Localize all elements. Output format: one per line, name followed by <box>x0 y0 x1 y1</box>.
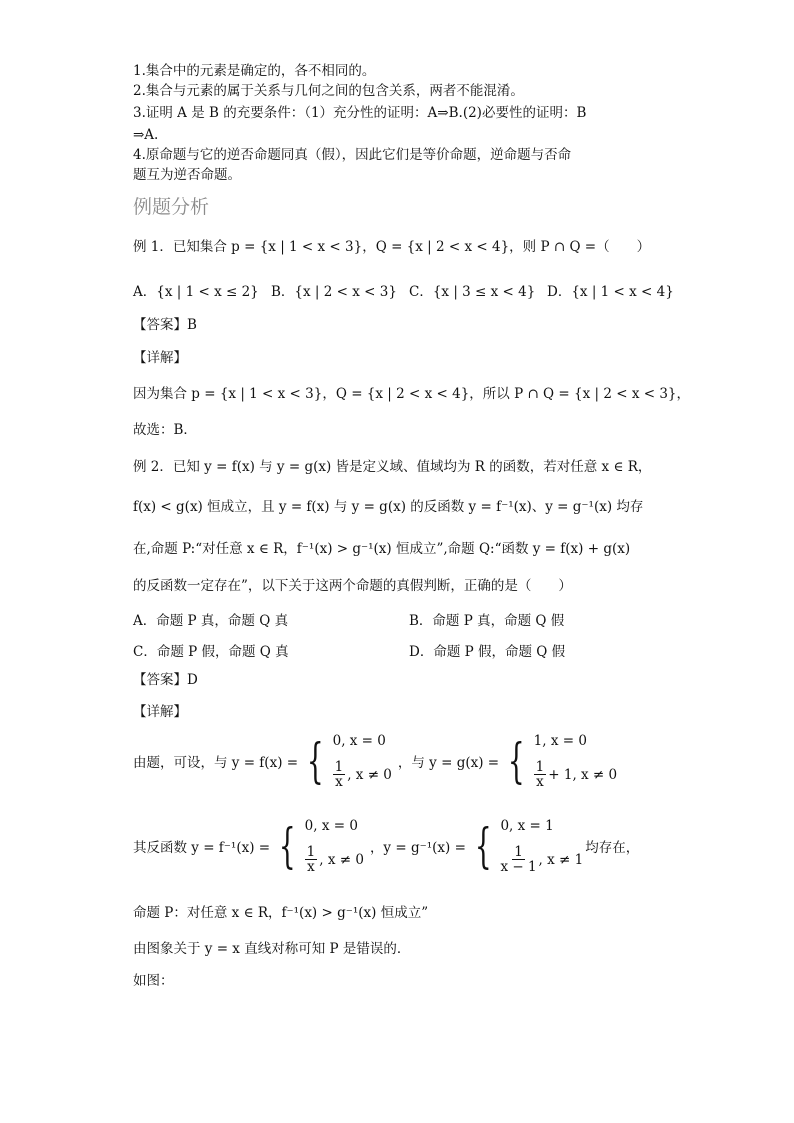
f-case-2: , x ≠ 0 <box>347 766 392 783</box>
section-heading: 例题分析 <box>133 196 210 218</box>
g-cases <box>534 733 617 789</box>
left-brace: { <box>278 818 296 874</box>
ex2-stem-2: f(x) < g(x) 恒成立，且 y = f(x) 与 y = g(x) 的反函数 y = f⁻¹(x)、y = g⁻¹(x) 均存 <box>133 499 644 515</box>
ex1-option-d: D．{x | 1 < x < 4} <box>547 284 674 300</box>
note-3a: 3.证明 A 是 B 的充要条件：（1）充分性的证明：A⇒B.(2)必要性的证明：B <box>133 105 587 121</box>
ex2-option-c: C．命题 P 假，命题 Q 真 <box>133 644 289 660</box>
ex2-stem-3: 在,命题 P:“对任意 x ∈ R，f⁻¹(x) > g⁻¹(x) 恒成立”,命题 Q:“函数 y = f(x) + g(x) <box>133 541 631 557</box>
ex2-line-5: 如图： <box>133 973 174 989</box>
ex1-detail-label: 【详解】 <box>133 350 187 366</box>
f-fraction: $\frac{1}{x}$ <box>334 759 344 790</box>
pw1-mid: ，与 y = g(x) = <box>397 755 500 771</box>
g-case-1: 1, x = 0 <box>533 733 587 749</box>
ex1-detail-text: 因为集合 p = {x | 1 < x < 3}，Q = {x | 2 < x < 4}，所以 P ∩ Q = {x | 2 < x < 3}， <box>133 386 691 402</box>
fi-case-1: 0, x = 0 <box>304 818 358 834</box>
ex2-option-a: A．命题 P 真，命题 Q 真 <box>133 613 289 629</box>
f-case-1: 0, x = 0 <box>332 733 386 749</box>
fi-fraction: $\frac{1}{x}$ <box>306 844 316 875</box>
piecewise-line-1 <box>133 733 617 789</box>
note-2: 2.集合与元素的属于关系与几何之间的包含关系，两者不能混淆。 <box>133 83 524 99</box>
gi-fraction: $\frac{1}{x - 1}$ <box>500 844 537 875</box>
pw1-prefix: 由题，可设，与 y = f(x) = <box>133 755 299 771</box>
gi-case-1: 0, x = 1 <box>500 818 554 834</box>
ex1-option-a: A．{x | 1 < x ≤ 2} <box>133 284 259 300</box>
note-1: 1.集合中的元素是确定的，各不相同的。 <box>133 63 376 79</box>
note-4a: 4.原命题与它的逆否命题同真（假），因此它们是等价命题，逆命题与否命 <box>133 147 572 163</box>
ex2-stem-4: 的反函数一定存在”，以下关于这两个命题的真假判断，正确的是（ ） <box>133 578 572 594</box>
pw2-prefix: 其反函数 y = f⁻¹(x) = <box>133 840 271 856</box>
fi-case-2: , x ≠ 0 <box>319 851 364 868</box>
ex2-option-d: D．命题 P 假，命题 Q 假 <box>409 644 566 660</box>
gi-case-2: , x ≠ 1 <box>538 851 584 868</box>
ex2-line-3: 命题 P：对任意 x ∈ R，f⁻¹(x) > g⁻¹(x) 恒成立” <box>133 905 429 921</box>
left-brace: { <box>306 733 324 789</box>
ex2-stem-1: 例 2．已知 y = f(x) 与 y = g(x) 皆是定义域、值域均为 R 的函数，若对任意 x ∈ R， <box>133 459 652 475</box>
g-case-2: + 1, x ≠ 0 <box>548 766 618 783</box>
note-4b: 题互为逆否命题。 <box>133 167 241 183</box>
ex2-line-4: 由图象关于 y = x 直线对称可知 P 是错误的． <box>133 941 411 957</box>
f-cases <box>333 733 392 789</box>
ex2-option-b: B．命题 P 真，命题 Q 假 <box>409 613 565 629</box>
ex1-stem: 例 1．已知集合 p = {x | 1 < x < 3}，Q = {x | 2 < x < 4}，则 P ∩ Q =（ ） <box>133 239 651 255</box>
ex2-detail-label: 【详解】 <box>133 704 187 720</box>
ex2-answer: 【答案】D <box>133 672 198 688</box>
g-inverse-cases <box>500 818 583 874</box>
note-3b: ⇒A. <box>133 127 159 143</box>
ex1-conclusion: 故选：B． <box>133 422 197 438</box>
ex1-answer: 【答案】B <box>133 317 197 333</box>
left-brace: { <box>474 818 492 874</box>
f-inverse-cases <box>305 818 364 874</box>
pw2-mid: ，y = g⁻¹(x) = <box>369 840 466 856</box>
piecewise-line-2 <box>133 818 639 874</box>
left-brace: { <box>507 733 525 789</box>
pw2-suffix: 均存在， <box>585 840 640 856</box>
ex1-option-b: B．{x | 2 < x < 3} <box>271 284 397 300</box>
ex1-option-c: C．{x | 3 ≤ x < 4} <box>409 284 536 300</box>
g-fraction: $\frac{1}{x}$ <box>535 759 545 790</box>
